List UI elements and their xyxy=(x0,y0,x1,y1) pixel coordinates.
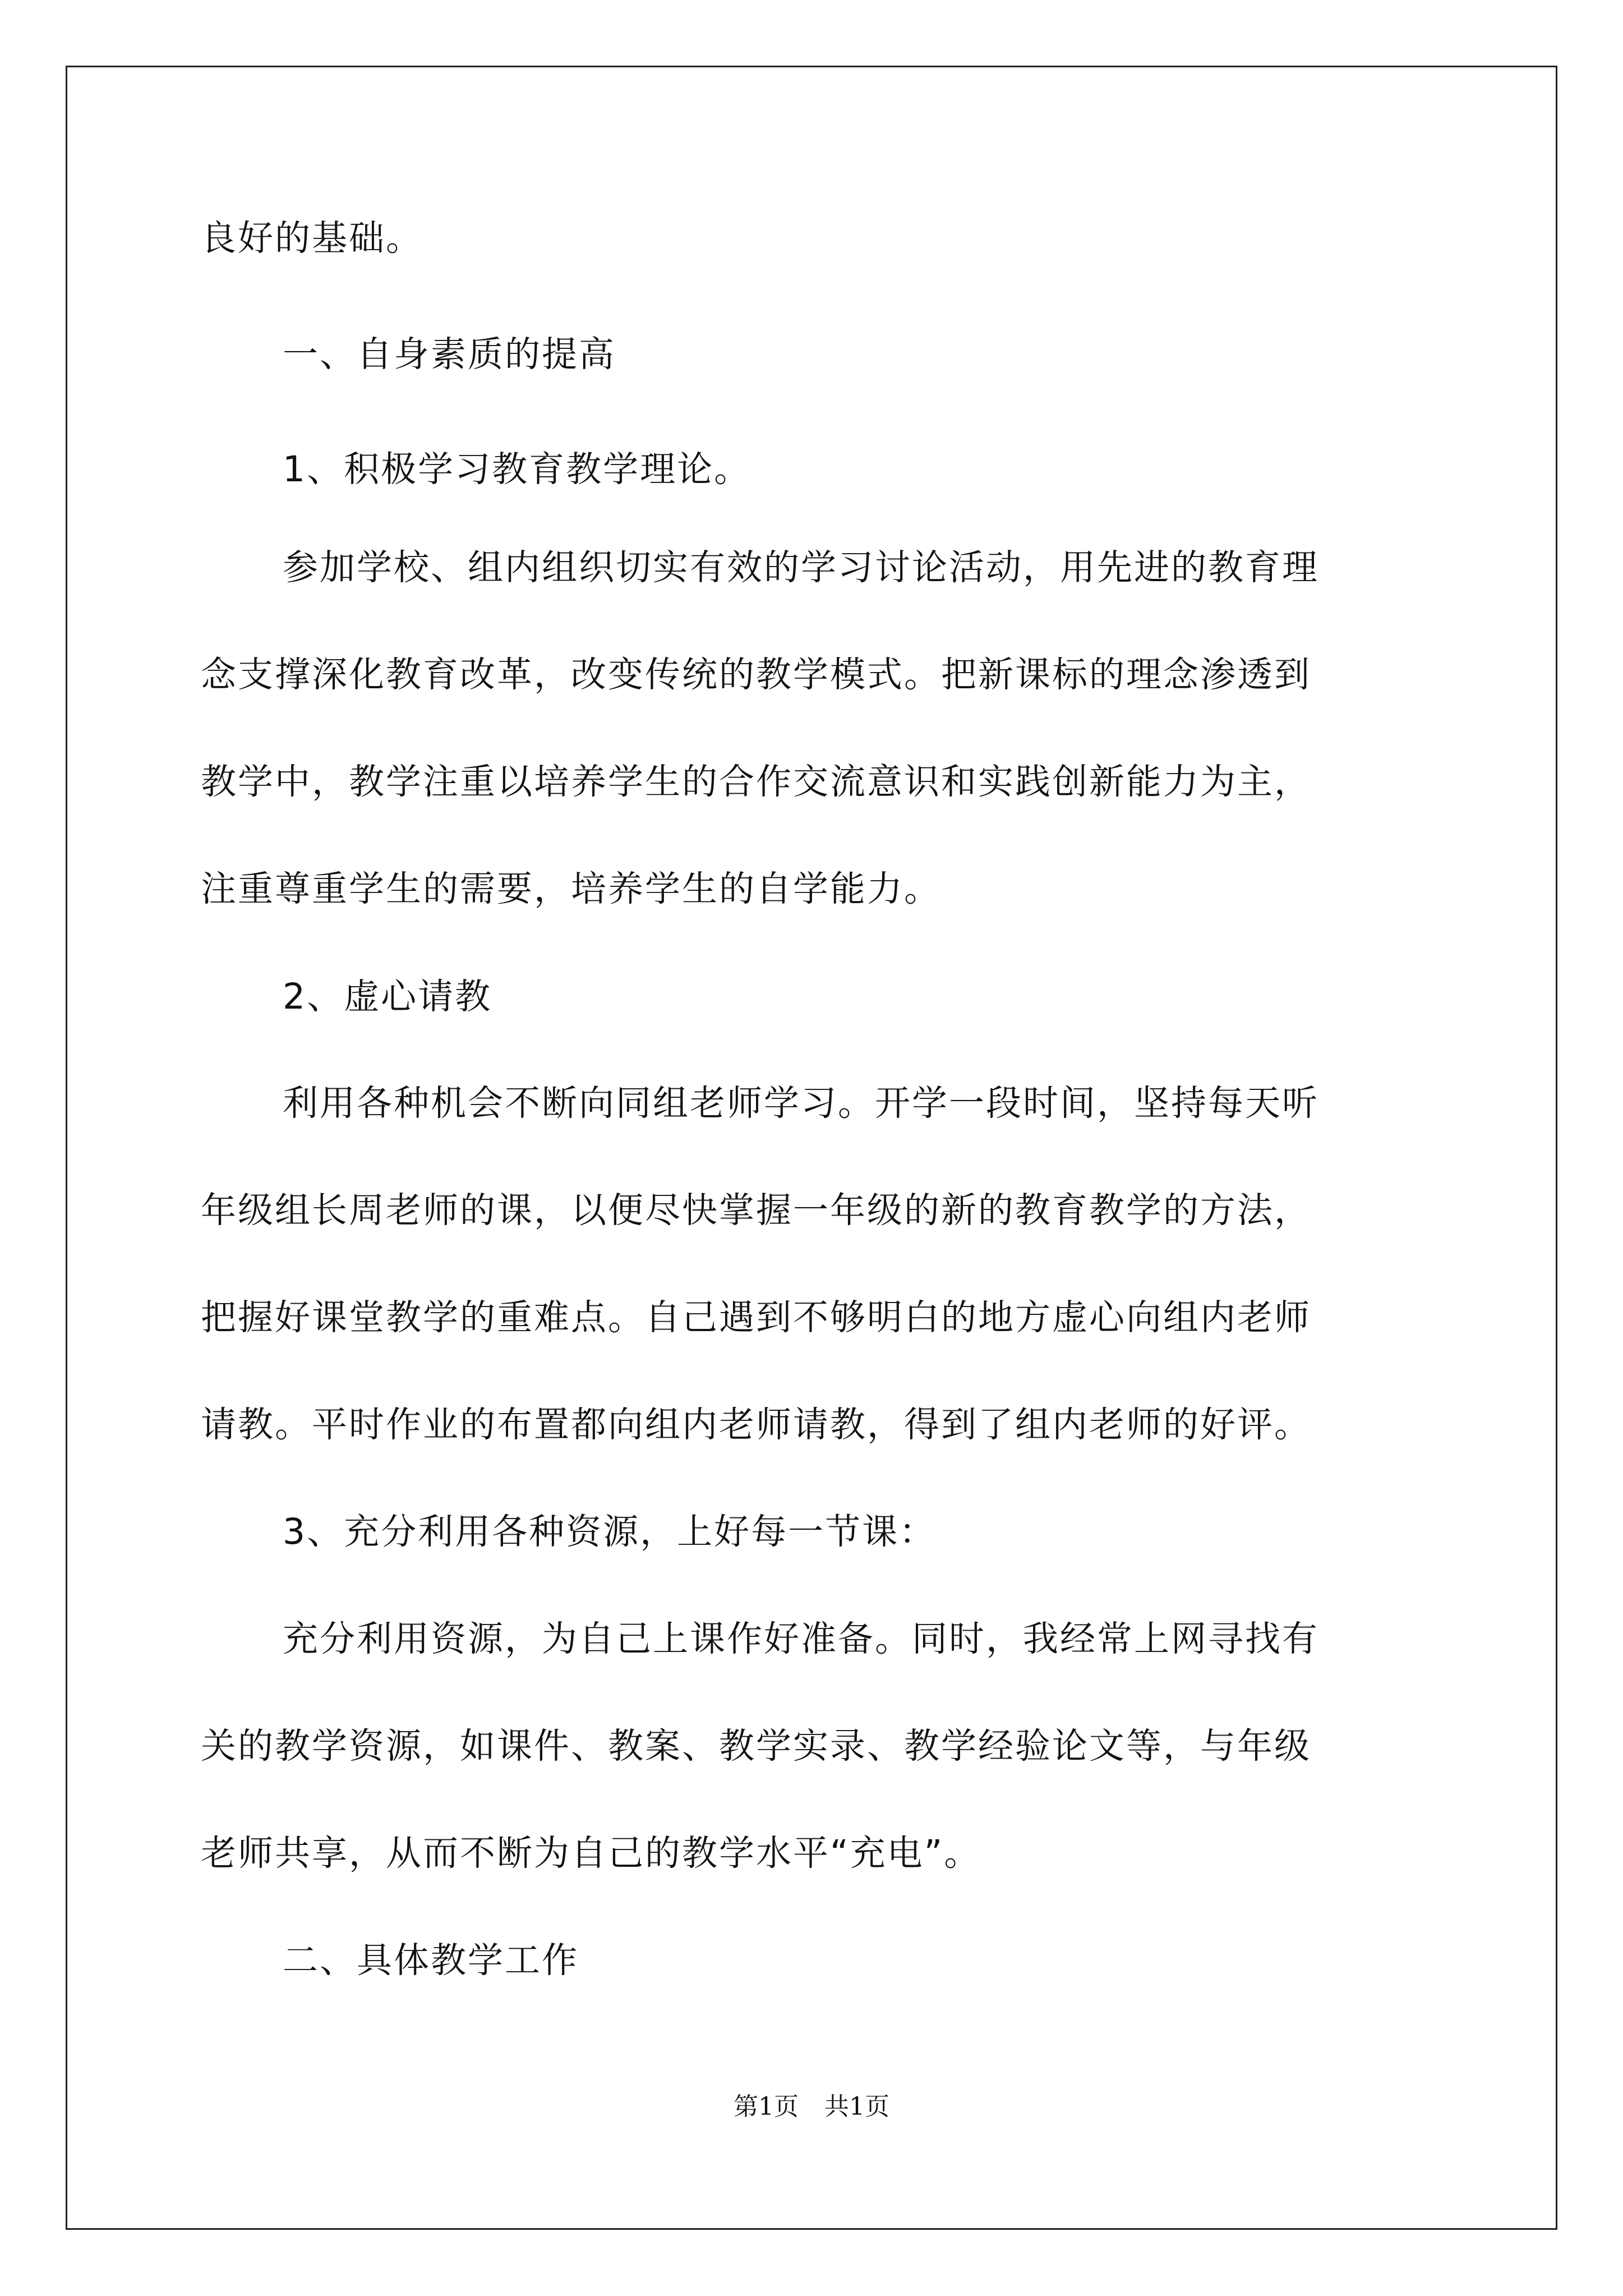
paragraph-line: 老师共享，从而不断为自己的教学水平“充电”。 xyxy=(201,1833,981,1874)
subsection-heading: 2、虚心请教 xyxy=(283,976,492,1017)
paragraph-line: 把握好课堂教学的重难点。自己遇到不够明白的地方虚心向组内老师 xyxy=(201,1297,1311,1338)
paragraph-line: 教学中，教学注重以培养学生的合作交流意识和实践创新能力为主， xyxy=(201,761,1311,802)
paragraph-line: 请教。平时作业的布置都向组内老师请教，得到了组内老师的好评。 xyxy=(201,1404,1311,1445)
paragraph-line: 参加学校、组内组织切实有效的学习讨论活动，用先进的教育理 xyxy=(283,547,1319,588)
paragraph-line: 关的教学资源，如课件、教案、教学实录、教学经验论文等，与年级 xyxy=(201,1726,1311,1766)
subsection-heading: 3、充分利用各种资源，上好每一节课： xyxy=(283,1511,937,1552)
page-number: 第1页 xyxy=(734,2092,799,2121)
paragraph-line: 年级组长周老师的课，以便尽快掌握一年级的新的教育教学的方法， xyxy=(201,1190,1311,1231)
page-total: 共1页 xyxy=(824,2092,889,2121)
paragraph-line: 利用各种机会不断向同组老师学习。开学一段时间，坚持每天听 xyxy=(283,1083,1319,1124)
paragraph-line: 注重尊重学生的需要，培养学生的自学能力。 xyxy=(201,868,941,909)
paragraph-line: 念支撑深化教育改革，改变传统的教学模式。把新课标的理念渗透到 xyxy=(201,654,1311,695)
subsection-heading: 1、积极学习教育教学理论。 xyxy=(283,449,751,490)
page-border xyxy=(66,66,1557,2230)
paragraph-line: 良好的基础。 xyxy=(201,218,423,259)
page-footer xyxy=(0,2091,1623,2123)
paragraph-line: 充分利用资源，为自己上课作好准备。同时，我经常上网寻找有 xyxy=(283,1618,1319,1659)
section-heading: 二、具体教学工作 xyxy=(283,1940,579,1981)
section-heading: 一、自身素质的提高 xyxy=(283,334,616,375)
